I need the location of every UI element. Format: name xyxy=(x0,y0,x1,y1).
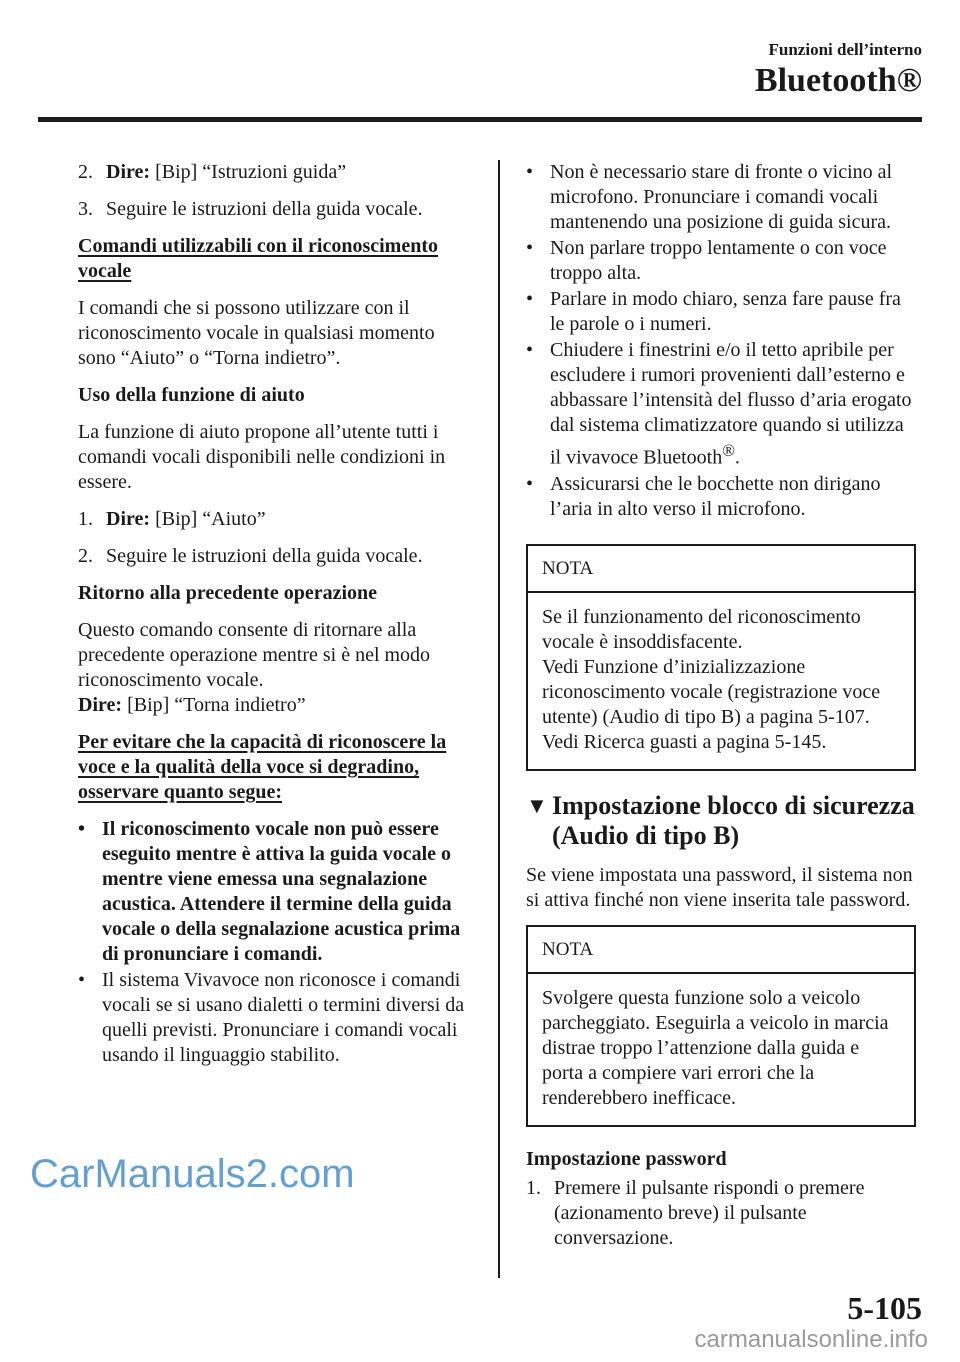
bullet-icon: • xyxy=(78,818,86,840)
header-rule xyxy=(38,117,922,122)
dire-label: Dire: xyxy=(106,161,151,183)
step-text xyxy=(106,507,266,532)
bullet-text: Il sistema Vivavoce non riconosce i comandi vocali se si usano dialetti o termini diversi da quelli previsti. Pronunciare i comandi vocali usando il linguaggio stabilito. xyxy=(102,969,465,1066)
password-step-1 xyxy=(526,1176,916,1251)
bullet-icon: • xyxy=(526,161,534,183)
bullet-text: Non parlare troppo lentamente o con voce troppo alta. xyxy=(550,237,887,284)
bullet-body: Chiudere i finestrini e/o il tetto apribile per escludere i rumori provenienti dall’esterno e abbassare l’intensità del flusso d’aria erogato dal sistema climatizzatore quando si utilizza il vivavoce Bluetooth xyxy=(550,339,912,469)
section-title-text: Impostazione blocco di sicurezza (Audio di tipo B) xyxy=(552,790,915,850)
note-line: Vedi Ricerca guasti a pagina 5-145. xyxy=(542,730,827,753)
step-text: Seguire le istruzioni della guida vocale. xyxy=(106,198,423,220)
note-line: Vedi Funzione d’inizializzazione riconoscimento vocale (registrazione voce utente) (Audio di tipo B) a pagina 5-107. xyxy=(542,655,881,728)
help-step-1 xyxy=(78,507,473,532)
dire-label: Dire: xyxy=(106,508,151,530)
registered-mark: ® xyxy=(722,441,735,460)
bullet-item xyxy=(78,968,473,1068)
step-number: 3. xyxy=(78,198,93,220)
section-title xyxy=(526,791,916,851)
bullet-text: Il riconoscimento vocale non può essere eseguito mentre è attiva la guida vocale o mentre viene emessa una segnalazione acustica. Attendere il termine della guida vocale o della segnalazione acustica prima di pronunciare i comandi. xyxy=(102,818,461,965)
note-box xyxy=(526,544,916,771)
left-column xyxy=(78,160,473,1069)
step-number: 1. xyxy=(78,508,93,530)
bullet-text: Parlare in modo chiaro, senza fare pause fra le parole o i numeri. xyxy=(550,288,901,335)
bullet-icon: • xyxy=(78,969,86,991)
bullet-item xyxy=(526,287,916,337)
bullet-text: Assicurarsi che le bocchette non dirigano l’aria in alto verso il microfono. xyxy=(550,472,881,520)
header-title: Bluetooth® xyxy=(754,62,922,99)
note-title: NOTA xyxy=(528,546,914,593)
note-body: Svolgere questa funzione solo a veicolo parcheggiato. Eseguirla a veicolo in marcia distrae troppo l’attenzione dalla guida e porta a compiere vari errori che la renderebbero inefficace. xyxy=(542,986,889,1109)
bullet-item xyxy=(78,817,473,967)
step-text: Premere il pulsante rispondi o premere (azionamento breve) il pulsante conversazione. xyxy=(554,1176,865,1249)
return-text: Questo comando consente di ritornare alla precedente operazione mentre si è nel modo riconoscimento vocale. xyxy=(78,619,431,691)
footer-site: carmanualsonline.info xyxy=(694,1326,928,1353)
step-number: 2. xyxy=(78,161,93,183)
bullet-text: Non è necessario stare di fronte o vicino al microfono. Pronunciare i comandi vocali mantenendo una posizione di guida sicura. xyxy=(550,161,893,233)
note-line: Se il funzionamento del riconoscimento vocale è insoddisfacente. xyxy=(542,605,861,653)
step-text xyxy=(106,160,346,185)
heading-quality: Per evitare che la capacità di riconoscere la voce e la qualità della voce si degradino, osservare quanto segue: xyxy=(78,731,447,803)
bullet-item xyxy=(526,338,916,471)
bullet-list xyxy=(526,160,916,522)
heading-return: Ritorno alla precedente operazione xyxy=(78,582,378,604)
note-body xyxy=(528,593,914,769)
heading-password: Impostazione password xyxy=(526,1147,727,1170)
step-number: 1. xyxy=(526,1176,541,1199)
bullet-item xyxy=(526,472,916,522)
command: [Bip] “Torna indietro” xyxy=(127,694,306,716)
section-marker-icon: ▼ xyxy=(526,792,548,818)
help-paragraph: La funzione di aiuto propone all’utente tutti i comandi vocali disponibili nelle condizioni in essere. xyxy=(78,421,446,493)
column-divider xyxy=(498,160,500,1278)
step-text: Seguire le istruzioni della guida vocale. xyxy=(106,545,423,567)
heading-help: Uso della funzione di aiuto xyxy=(78,384,305,406)
step-2 xyxy=(78,160,473,185)
section-paragraph: Se viene impostata una password, il sistema non si attiva finché non viene inserita tale password. xyxy=(526,863,913,911)
command: [Bip] “Aiuto” xyxy=(155,508,266,530)
heading-commands: Comandi utilizzabili con il riconoscimento vocale xyxy=(78,235,438,282)
note-title: NOTA xyxy=(528,927,914,974)
command: [Bip] “Istruzioni guida” xyxy=(155,161,347,183)
bullet-end: . xyxy=(734,446,740,469)
commands-paragraph: I comandi che si possono utilizzare con il riconoscimento vocale in qualsiasi momento sono “Aiuto” o “Torna indietro”. xyxy=(78,297,435,369)
step-3 xyxy=(78,197,473,222)
right-column xyxy=(526,160,916,1263)
bullet-item xyxy=(526,236,916,286)
bullet-icon: • xyxy=(526,339,534,361)
step-number: 2. xyxy=(78,545,93,567)
header-section: Funzioni dell’interno xyxy=(768,40,922,59)
bullet-item xyxy=(526,160,916,235)
return-paragraph xyxy=(78,618,473,718)
help-step-2 xyxy=(78,544,473,569)
bullet-icon: • xyxy=(526,472,534,495)
note-box xyxy=(526,925,916,1127)
bullet-icon: • xyxy=(526,288,534,310)
bullet-icon: • xyxy=(526,237,534,259)
watermark: CarManuals2.com xyxy=(30,1152,355,1196)
dire-label: Dire: xyxy=(78,694,123,716)
page-number: 5-105 xyxy=(847,1290,922,1326)
bullet-text xyxy=(550,338,916,471)
